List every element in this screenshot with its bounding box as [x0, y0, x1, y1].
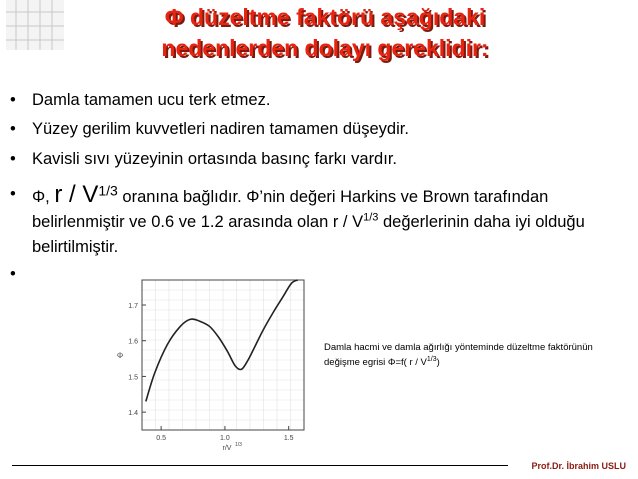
ratio-text: r / V — [54, 181, 99, 208]
bullet-dot: • — [10, 185, 16, 203]
y-axis-label: Φ — [117, 351, 123, 360]
bullet-dot: • — [10, 120, 16, 138]
x-axis-label-exponent: 1/3 — [235, 442, 242, 448]
bullet-item — [6, 149, 631, 170]
x-tick-label: 1.5 — [283, 435, 294, 442]
x-tick-label: 1.0 — [220, 435, 230, 442]
y-tick-label: 1.5 — [128, 374, 138, 382]
bullet-text: Yüzey gerilim kuvvetleri nadiren tamamen düşeydir. — [32, 120, 409, 138]
y-tick-label: 1.7 — [128, 303, 138, 310]
series-line — [146, 280, 298, 401]
bullet-text: Kavisli sıvı yüzeyinin ortasında basınç farkı vardır. — [32, 150, 397, 168]
y-tick-label: 1.4 — [128, 410, 138, 418]
x-axis-label: r/V — [222, 445, 232, 452]
bullet-dot: • — [10, 91, 16, 109]
correction-factor-chart — [112, 272, 312, 472]
x-tick-label: 0.5 — [156, 435, 167, 442]
decorative-grid-graphic — [6, 0, 64, 50]
bullet-item — [6, 119, 631, 140]
title-line-2: nedenlerden dolayı gereklidir: — [161, 35, 489, 61]
bullet-item — [6, 182, 631, 260]
y-tick-label: 1.6 — [128, 338, 138, 346]
slide-title — [90, 2, 560, 64]
footer-divider — [12, 465, 508, 466]
bullet-dot: • — [10, 265, 16, 283]
ratio-exponent: 1/3 — [98, 182, 118, 199]
ratio-exponent-2: 1/3 — [363, 211, 379, 224]
caption-exponent: 1/3 — [426, 355, 437, 363]
phi-symbol: Φ, — [32, 188, 50, 206]
footer-author: Prof.Dr. İbrahim USLU — [531, 461, 626, 471]
chart-svg — [112, 272, 312, 472]
bullet-text: oranına bağlıdır. Φ’nin değeri Harkins ve Brown tarafından belirlenmiştir ve 0.6 ve 1.2 arasında olan r / V — [32, 188, 549, 231]
bullet-text: Damla tamamen ucu terk etmez. — [32, 91, 271, 109]
chart-caption — [324, 340, 624, 370]
bullet-dot: • — [10, 150, 16, 168]
bullet-item — [6, 90, 631, 111]
caption-text: Damla hacmi ve damla ağırlığı yönteminde düzeltme faktörünün değişme egrisi Φ=f( r / V — [324, 342, 593, 368]
caption-end: ) — [436, 357, 440, 368]
bullet-text-end: değerlerinin daha iyi olduğu belirtilmiştir. — [32, 213, 585, 256]
bullet-list — [6, 90, 631, 283]
title-line-1: Φ düzeltme faktörü aşağıdaki — [164, 4, 486, 30]
